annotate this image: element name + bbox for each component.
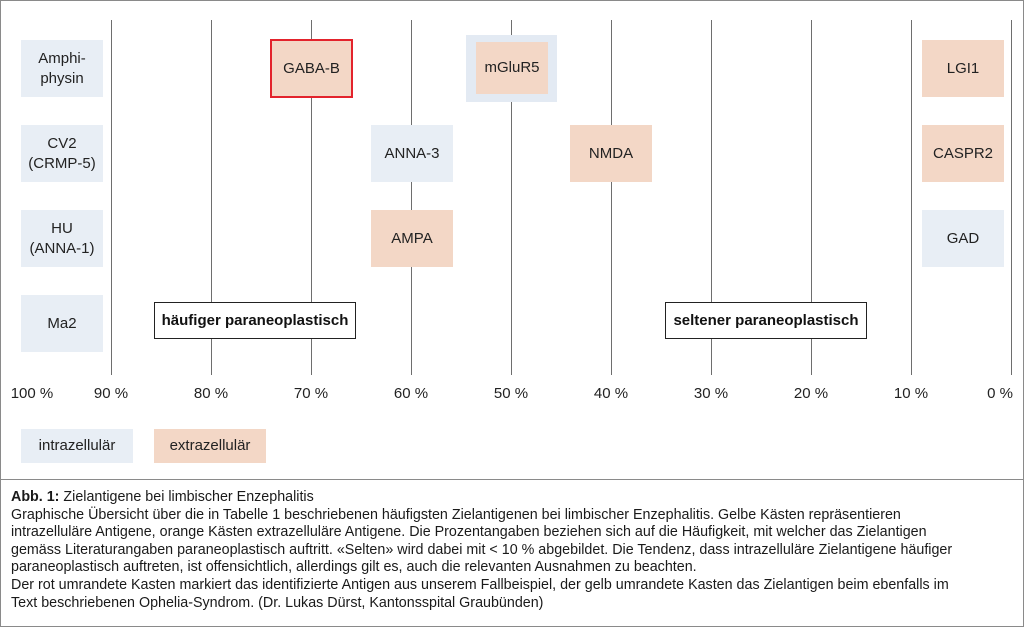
tick-label: 10 % bbox=[893, 385, 929, 402]
label-frequent-paraneoplastic: häufiger paraneoplastisch bbox=[154, 302, 356, 339]
antigen-caspr2: CASPR2 bbox=[922, 125, 1004, 182]
figure-caption bbox=[11, 489, 1015, 612]
caption-title bbox=[11, 489, 1015, 507]
antigen-anna3: ANNA-3 bbox=[371, 125, 453, 182]
legend-intracellular: intrazellulär bbox=[21, 429, 133, 463]
caption-line: intrazelluläre Antigene, orange Kästen extrazelluläre Antigene. Die Prozentangaben beziehen sich auf die Häufigkeit, mit welcher das Zielantigen bbox=[11, 524, 927, 541]
label-rare-paraneoplastic: seltener paraneoplastisch bbox=[665, 302, 867, 339]
gridline-90 bbox=[111, 20, 112, 375]
caption-fig-label: Abb. 1: bbox=[11, 489, 60, 505]
antigen-label: (CRMP-5) bbox=[28, 154, 96, 172]
antigen-gaba-b: GABA-B bbox=[270, 39, 353, 98]
tick-label: 50 % bbox=[493, 385, 529, 402]
antigen-mglur5: mGluR5 bbox=[476, 42, 548, 94]
gridline-10 bbox=[911, 20, 912, 375]
antigen-cv2 bbox=[21, 125, 103, 182]
caption-line: Graphische Übersicht über die in Tabelle 1 beschriebenen häufigsten Zielantigenen bei limbischer Enzephalitis. Gelbe Kästen repräsentieren bbox=[11, 506, 901, 523]
antigen-label: Amphi- bbox=[38, 49, 86, 67]
gridline-0 bbox=[1011, 20, 1012, 375]
tick-label: 0 % bbox=[987, 385, 1013, 402]
caption-line: gemäss Literaturangaben paraneoplastisch auftritt. «Selten» wird dabei mit < 10 % abgebildet. Die Tendenz, dass intrazelluläre Zielantigene häufiger bbox=[11, 541, 953, 558]
tick-label: 30 % bbox=[693, 385, 729, 402]
gridline-40 bbox=[611, 20, 612, 375]
caption-line: paraneoplastisch auftreten, ist offensichtlich, allerdings gilt es, auch die relevanten Ausnahmen zu beachten. bbox=[11, 559, 697, 576]
caption-line: Text beschriebenen Ophelia-Syndrom. (Dr. Lukas Dürst, Kantonsspital Graubünden) bbox=[11, 594, 544, 611]
antigen-hu bbox=[21, 210, 103, 267]
legend-extracellular: extrazellulär bbox=[154, 429, 266, 463]
antigen-ampa: AMPA bbox=[371, 210, 453, 267]
caption-line: Der rot umrandete Kasten markiert das identifizierte Antigen aus unserem Fallbeispiel, der gelb umrandete Kasten das Zielantigen beim ebenfalls im bbox=[11, 576, 949, 593]
gridline-60 bbox=[411, 20, 412, 375]
antigen-gad: GAD bbox=[922, 210, 1004, 267]
antigen-ma2: Ma2 bbox=[21, 295, 103, 352]
tick-label: 60 % bbox=[393, 385, 429, 402]
tick-label: 100 % bbox=[10, 385, 54, 402]
caption-title-text: Zielantigene bei limbischer Enzephalitis bbox=[59, 489, 314, 505]
tick-label: 90 % bbox=[93, 385, 129, 402]
antigen-label: (ANNA-1) bbox=[29, 239, 95, 257]
caption-divider bbox=[1, 479, 1023, 480]
tick-label: 80 % bbox=[193, 385, 229, 402]
tick-label: 20 % bbox=[793, 385, 829, 402]
tick-label: 40 % bbox=[593, 385, 629, 402]
antigen-label: HU bbox=[51, 219, 73, 237]
antigen-lgi1: LGI1 bbox=[922, 40, 1004, 97]
antigen-nmda: NMDA bbox=[570, 125, 652, 182]
antigen-label: physin bbox=[40, 69, 84, 87]
antigen-amphiphysin bbox=[21, 40, 103, 97]
antigen-label: CV2 bbox=[47, 134, 77, 152]
tick-label: 70 % bbox=[293, 385, 329, 402]
